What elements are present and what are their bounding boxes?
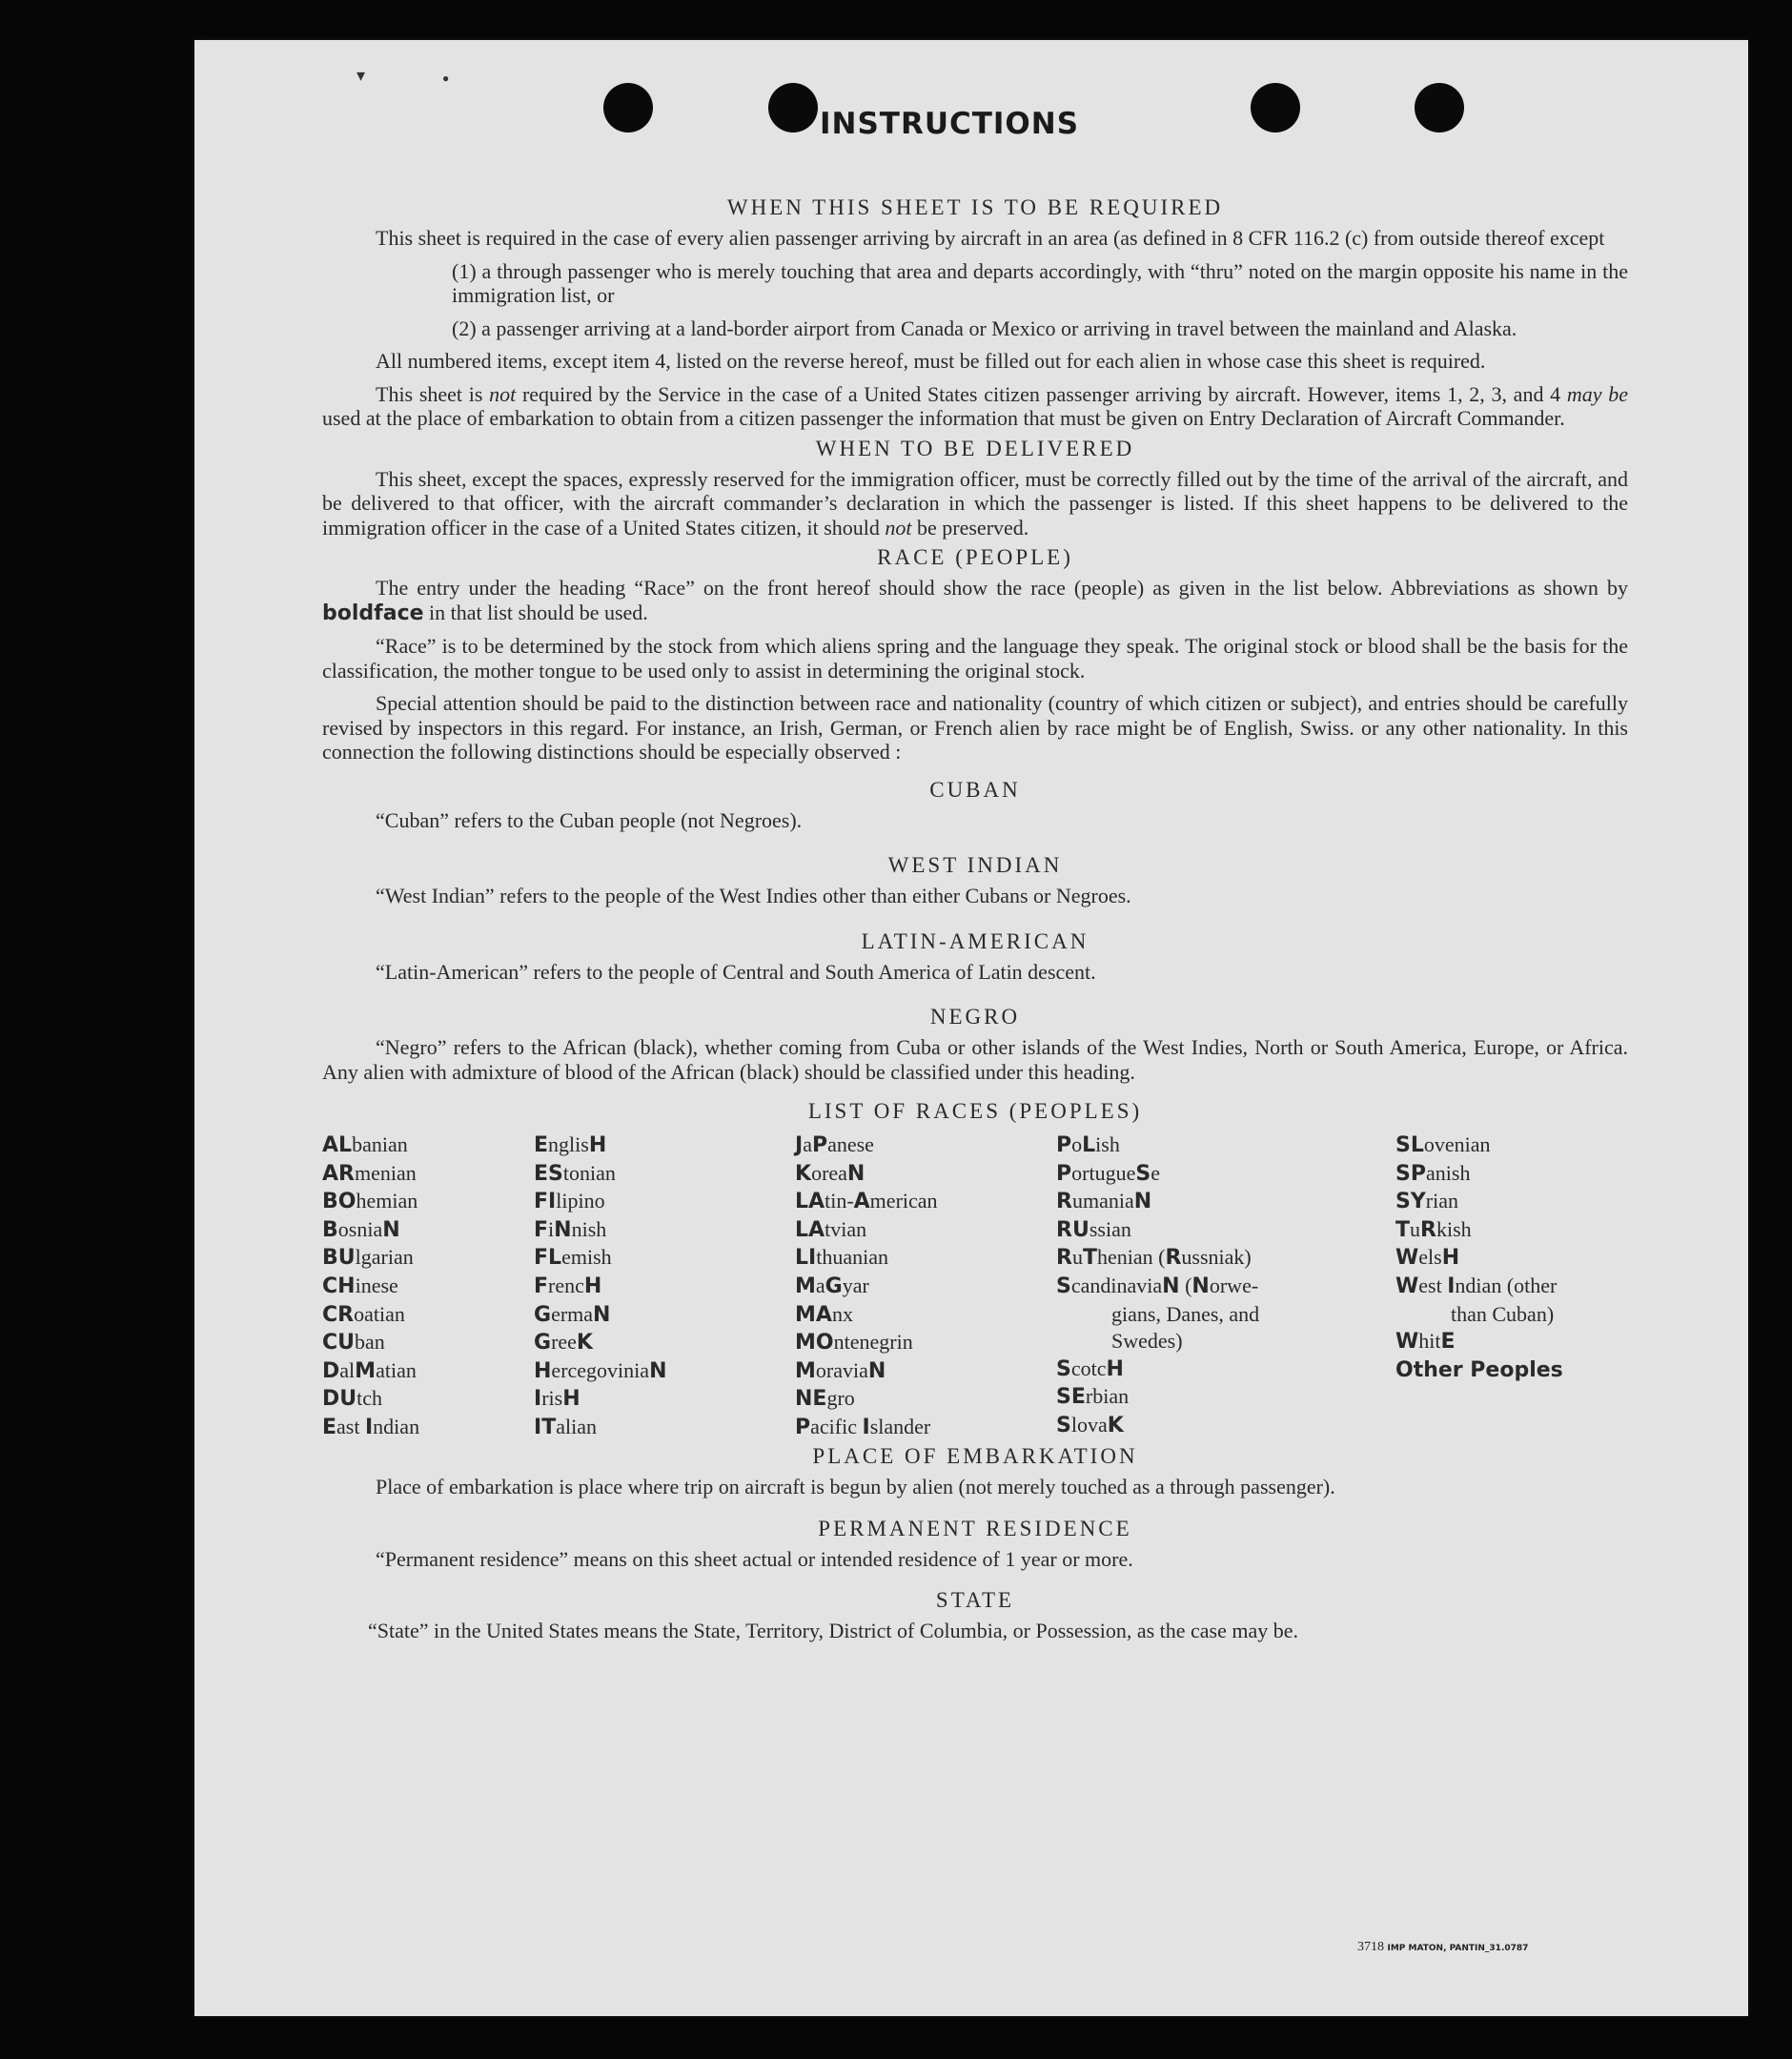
- race-entry: ScandinaviaN (Norwe-: [1056, 1273, 1259, 1298]
- race-entry: West Indian (other: [1395, 1273, 1558, 1298]
- emphasis: not: [489, 381, 517, 406]
- section-heading: WHEN THIS SHEET IS TO BE REQUIRED: [726, 195, 1224, 219]
- paragraph: This sheet is required in the case of every alien passenger arriving by aircraft in an area (as defined in 8 CFR 116.2 (c) from outside thereof except: [376, 226, 1605, 250]
- paragraph: [322, 576, 1628, 625]
- race-entry: RumaniaN: [1056, 1189, 1152, 1214]
- page-title: INSTRUCTIONS: [820, 107, 1080, 141]
- race-entry: LAtin-American: [795, 1189, 938, 1214]
- race-entry: GreeK: [534, 1330, 593, 1356]
- race-entry: SlovaK: [1056, 1412, 1124, 1437]
- race-entry: FIlipino: [534, 1189, 605, 1214]
- races-column: [1395, 1131, 1563, 1384]
- section-heading: PLACE OF EMBARKATION: [812, 1444, 1138, 1468]
- race-entry: LAtvian: [795, 1216, 867, 1242]
- text-run: required by the Service in the case of a United States citizen passenger arriving by aircraft. However, items 1, 2, 3, and 4: [516, 381, 1567, 406]
- race-entry: KoreaN: [795, 1160, 865, 1186]
- paragraph: “Cuban” refers to the Cuban people (not Negroes).: [376, 807, 803, 832]
- race-entry: LIthuanian: [795, 1245, 888, 1271]
- emphasis: not: [885, 515, 912, 540]
- race-entry: ScotcH: [1056, 1356, 1124, 1381]
- race-entry: PortugueSe: [1056, 1160, 1160, 1186]
- paragraph: [322, 467, 1628, 540]
- races-list: [322, 1131, 1628, 1437]
- paragraph: “Negro” refers to the African (black), whether coming from Cuba or other islands of the West Indies, North or South America, Europe, or Africa. Any alien with admixture of blood of the African (black) should be classified under this heading.: [322, 1035, 1628, 1084]
- race-entry: NEgro: [795, 1386, 855, 1412]
- race-entry: Swedes): [1111, 1329, 1183, 1354]
- paragraph: “Race” is to be determined by the stock from which aliens spring and the language they speak. The original stock or blood shall be the basis for the classification, the mother tongue to be used only to assist in determining the original stock.: [322, 634, 1628, 683]
- section-heading: LATIN-AMERICAN: [861, 928, 1089, 953]
- race-entry: SErbian: [1056, 1384, 1130, 1410]
- race-entry: SLovenian: [1395, 1132, 1491, 1157]
- section-heading: NEGRO: [929, 1005, 1021, 1029]
- section-heading: LIST OF RACES (PEOPLES): [807, 1099, 1143, 1123]
- race-entry: ARmenian: [322, 1160, 417, 1186]
- race-entry: EnglisH: [534, 1132, 607, 1157]
- list-item: (2) a passenger arriving at a land-border airport from Canada or Mexico or arriving in travel between the mainland and Alaska.: [452, 316, 1517, 340]
- races-column: [1056, 1131, 1259, 1440]
- section-heading: CUBAN: [929, 777, 1021, 802]
- race-entry: CHinese: [322, 1273, 398, 1298]
- paragraph: “Permanent residence” means on this sheet actual or intended residence of 1 year or more.: [376, 1546, 1133, 1571]
- paragraph: “West Indian” refers to the people of the West Indies other than either Cubans or Negroes.: [376, 884, 1131, 907]
- race-entry: SPanish: [1395, 1160, 1471, 1186]
- race-entry: EStonian: [534, 1160, 616, 1186]
- race-entry: MAnx: [795, 1301, 853, 1327]
- text-run: This sheet is: [376, 381, 490, 406]
- text-run: in that list should be used.: [423, 600, 648, 624]
- race-entry: RuThenian (Russniak): [1056, 1245, 1252, 1271]
- race-entry: WhitE: [1395, 1329, 1456, 1355]
- instructions-body: [322, 118, 1628, 1643]
- text-run: used at the place of embarkation to obtain from a citizen passenger the information that must be given on Entry Declaration of Aircraft Commander.: [322, 406, 1565, 430]
- race-entry: JaPanese: [795, 1132, 874, 1157]
- section-heading: STATE: [935, 1588, 1015, 1612]
- emphasis: may be: [1566, 381, 1628, 406]
- section-heading: WHEN TO BE DELIVERED: [815, 436, 1135, 460]
- race-entry: FLemish: [534, 1245, 612, 1271]
- section-heading: PERMANENT RESIDENCE: [818, 1516, 1132, 1540]
- race-entry: WelsH: [1395, 1245, 1460, 1271]
- race-entry: GermaN: [534, 1301, 611, 1327]
- text-run: be preserved.: [911, 515, 1029, 540]
- section-heading: RACE (PEOPLE): [877, 545, 1073, 569]
- races-column: [795, 1131, 938, 1442]
- paragraph: All numbered items, except item 4, listed on the reverse hereof, must be filled out for each alien in whose case this sheet is required.: [376, 349, 1486, 373]
- race-entry: TuRkish: [1395, 1216, 1472, 1242]
- race-entry: MaGyar: [795, 1273, 869, 1298]
- race-entry: FiNnish: [534, 1216, 607, 1242]
- race-entry: MOntenegrin: [795, 1330, 913, 1356]
- race-entry: BosniaN: [322, 1216, 400, 1242]
- document-page: [194, 40, 1748, 2016]
- race-entry: RUssian: [1056, 1216, 1131, 1242]
- text-run: The entry under the heading “Race” on the front hereof should show the race (people) as given in the list below. Abbreviations as shown by: [376, 576, 1628, 600]
- race-entry: HercegoviniaN: [534, 1357, 667, 1383]
- race-entry: FrencH: [534, 1273, 602, 1298]
- race-entry: SYrian: [1395, 1189, 1459, 1214]
- race-entry: PoLish: [1056, 1132, 1120, 1157]
- race-entry: BUlgarian: [322, 1245, 414, 1271]
- race-entry: DalMatian: [322, 1357, 417, 1383]
- race-entry: Pacific Islander: [795, 1414, 931, 1439]
- paragraph: Special attention should be paid to the distinction between race and nationality (country of which citizen or subject), and entries should be carefully revised by inspectors in this regard. For instance, an Irish, German, or French alien by race might be of English, Swiss. or any other nationality. In this connection the following distinctions should be especially observed :: [322, 691, 1628, 764]
- race-entry: MoraviaN: [795, 1357, 886, 1383]
- race-entry: East Indian: [322, 1414, 420, 1439]
- race-entry: ALbanian: [322, 1132, 408, 1157]
- paragraph: “State” in the United States means the State, Territory, District of Columbia, or Possession, as the case may be.: [368, 1619, 1299, 1642]
- race-entry: Other Peoples: [1395, 1357, 1563, 1382]
- races-column: [534, 1131, 666, 1442]
- list-item: (1) a through passenger who is merely touching that area and departs accordingly, with “thru” noted on the margin opposite his name in the immigration list, or: [452, 258, 1628, 307]
- form-footer: [1357, 1940, 1528, 1955]
- paragraph: [322, 382, 1628, 431]
- form-number: 3718: [1357, 1940, 1384, 1954]
- printer-imprint: IMP MATON, PANTIN_31.0787: [1387, 1944, 1529, 1953]
- race-entry: IrisH: [534, 1386, 580, 1412]
- race-entry: CRoatian: [322, 1301, 405, 1327]
- speck: ▾: [356, 66, 366, 85]
- speck: ●: [442, 71, 450, 85]
- bold-text: boldface: [322, 601, 424, 625]
- race-entry: DUtch: [322, 1386, 383, 1412]
- text-run: This sheet, except the spaces, expressly reserved for the immigration officer, must be correctly filled out by the time of the arrival of the aircraft, and be delivered to that officer, with the aircraft commander’s declaration in which the passenger is listed. If this sheet happens to be delivered to the immigration officer in the case of a United States citizen, it should: [322, 466, 1628, 540]
- race-entry: gians, Danes, and: [1111, 1301, 1260, 1326]
- race-entry: BOhemian: [322, 1189, 418, 1214]
- races-column: [322, 1131, 419, 1442]
- race-entry: CUban: [322, 1330, 385, 1356]
- paragraph: “Latin-American” refers to the people of Central and South America of Latin descent.: [376, 959, 1096, 984]
- paragraph: Place of embarkation is place where trip on aircraft is begun by alien (not merely touched as a through passenger).: [376, 1475, 1335, 1498]
- race-entry: than Cuban): [1451, 1301, 1555, 1326]
- section-heading: WEST INDIAN: [887, 853, 1063, 877]
- race-entry: ITalian: [534, 1414, 597, 1439]
